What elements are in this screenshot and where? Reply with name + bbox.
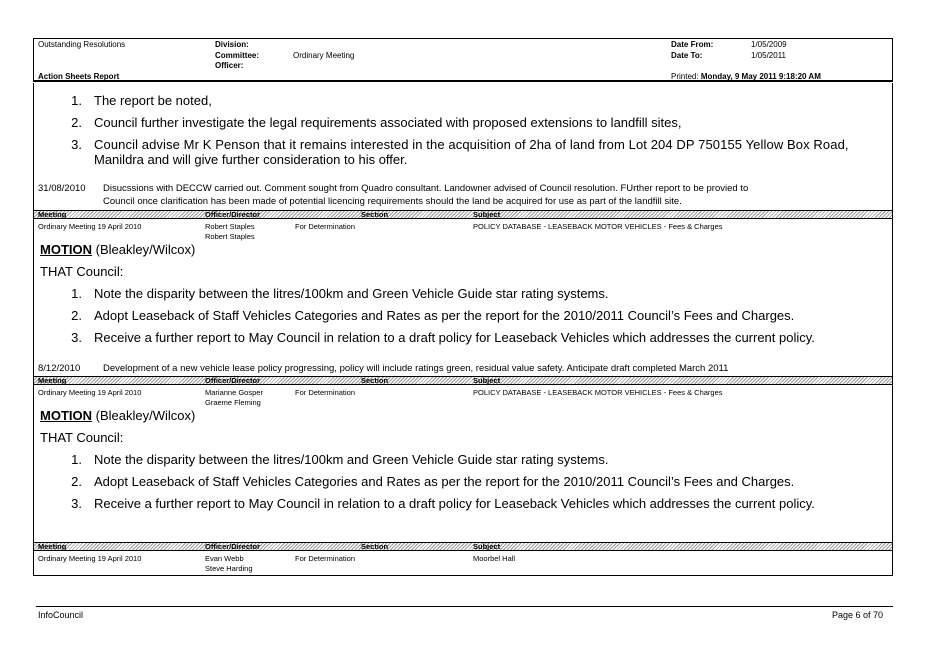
date-to-value: 1/05/2011 <box>751 51 786 60</box>
footer-brand: InfoCouncil <box>38 610 84 620</box>
page-number: Page 6 of 70 <box>832 610 884 620</box>
resolution-item: Note the disparity between the litres/100km and Green Vehicle Guide star rating systems. <box>94 286 609 301</box>
director-cell: Steve Harding <box>205 564 253 573</box>
committee-value: Ordinary Meeting <box>293 51 355 60</box>
meeting-cell: Ordinary Meeting 19 April 2010 <box>38 388 142 397</box>
list-number: 2. <box>71 474 82 489</box>
resolution-item: Receive a further report to May Council in relation to a draft policy for Leaseback Vehicles which addresses the current policy. <box>94 330 815 345</box>
resolution-item: The report be noted, <box>94 93 212 108</box>
motion-line <box>40 408 195 423</box>
that-council: THAT Council: <box>40 264 124 279</box>
officer-cell: Marianne Gosper <box>205 388 263 397</box>
note-date: 31/08/2010 <box>38 183 86 194</box>
meeting-cell: Ordinary Meeting 19 April 2010 <box>38 222 142 231</box>
col-officer: Officer/Director <box>205 542 261 551</box>
motion-movers: (Bleakley/Wilcox) <box>92 242 196 257</box>
col-officer: Officer/Director <box>205 376 261 385</box>
division-label: Division: <box>215 40 249 49</box>
list-number: 3. <box>71 496 82 511</box>
officer-label: Officer: <box>215 61 244 70</box>
resolution-item: Adopt Leaseback of Staff Vehicles Categories and Rates as per the report for the 2010/2011 Council’s Fees and Charges. <box>94 308 795 323</box>
record-separator <box>34 210 892 219</box>
printed-line <box>671 72 821 81</box>
footer-rule <box>36 606 893 607</box>
note-text: Development of a new vehicle lease policy progressing, policy will include ratings green, residual value safety. Anticipate draft completed March 2011 <box>103 363 729 374</box>
list-number: 2. <box>71 115 82 130</box>
resolution-item: Note the disparity between the litres/100km and Green Vehicle Guide star rating systems. <box>94 452 609 467</box>
resolution-item: Adopt Leaseback of Staff Vehicles Categories and Rates as per the report for the 2010/2011 Council’s Fees and Charges. <box>94 474 795 489</box>
list-number: 1. <box>71 93 82 108</box>
section-cell: For Determination <box>295 222 356 231</box>
director-cell: Robert Staples <box>205 232 255 241</box>
note-text-cont: Council once clarification has been made of potential licencing requirements should the land be acquired for use as part of the landfill site. <box>103 196 682 207</box>
col-subject: Subject <box>473 542 501 551</box>
col-section: Section <box>361 542 389 551</box>
record-separator <box>34 376 892 385</box>
note-date: 8/12/2010 <box>38 363 81 374</box>
report-name: Action Sheets Report <box>38 72 120 81</box>
subject-cell: POLICY DATABASE - LEASEBACK MOTOR VEHICLES - Fees & Charges <box>473 388 723 397</box>
col-meeting: Meeting <box>38 376 67 385</box>
resolution-item: Receive a further report to May Council in relation to a draft policy for Leaseback Vehicles which addresses the current policy. <box>94 496 815 511</box>
col-officer: Officer/Director <box>205 210 261 219</box>
date-from-label: Date From: <box>671 40 714 49</box>
subject-cell: POLICY DATABASE - LEASEBACK MOTOR VEHICLES - Fees & Charges <box>473 222 723 231</box>
record-separator <box>34 542 892 551</box>
meeting-cell: Ordinary Meeting 19 April 2010 <box>38 554 142 563</box>
col-subject: Subject <box>473 210 501 219</box>
list-number: 3. <box>71 330 82 345</box>
printed-label: Printed: <box>671 72 699 81</box>
col-section: Section <box>361 376 389 385</box>
col-section: Section <box>361 210 389 219</box>
officer-cell: Evan Webb <box>205 554 244 563</box>
committee-label: Committee: <box>215 51 260 60</box>
officer-cell: Robert Staples <box>205 222 255 231</box>
list-number: 3. <box>71 137 82 152</box>
director-cell: Graeme Fleming <box>205 398 261 407</box>
subject-cell: Moorbel Hall <box>473 554 516 563</box>
list-number: 1. <box>71 452 82 467</box>
note-text: Disucssions with DECCW carried out. Comment sought from Quadro consultant. Landowner advised of Council resolution. FUrther report to be provied to <box>103 183 749 194</box>
that-council: THAT Council: <box>40 430 124 445</box>
motion-movers: (Bleakley/Wilcox) <box>92 408 196 423</box>
col-meeting: Meeting <box>38 542 67 551</box>
report-type: Outstanding Resolutions <box>38 40 126 49</box>
list-number: 2. <box>71 308 82 323</box>
date-from-value: 1/05/2009 <box>751 40 787 49</box>
motion-label: MOTION <box>40 408 92 423</box>
printed-value: Monday, 9 May 2011 9:18:20 AM <box>700 72 821 81</box>
motion-label: MOTION <box>40 242 92 257</box>
date-to-label: Date To: <box>671 51 703 60</box>
resolution-item: Council advise Mr K Penson that it remains interested in the acquisition of 2ha of land from Lot 204 DP 750155 Yellow Box Road, <box>94 137 849 152</box>
resolution-item: Council further investigate the legal requirements associated with proposed extensions to landfill sites, <box>94 115 682 130</box>
col-subject: Subject <box>473 376 501 385</box>
section-cell: For Determination <box>295 554 356 563</box>
col-meeting: Meeting <box>38 210 67 219</box>
list-number: 1. <box>71 286 82 301</box>
resolution-item-cont: Manildra and will give further consideration to his offer. <box>94 152 408 167</box>
section-cell: For Determination <box>295 388 356 397</box>
motion-line <box>40 242 195 257</box>
